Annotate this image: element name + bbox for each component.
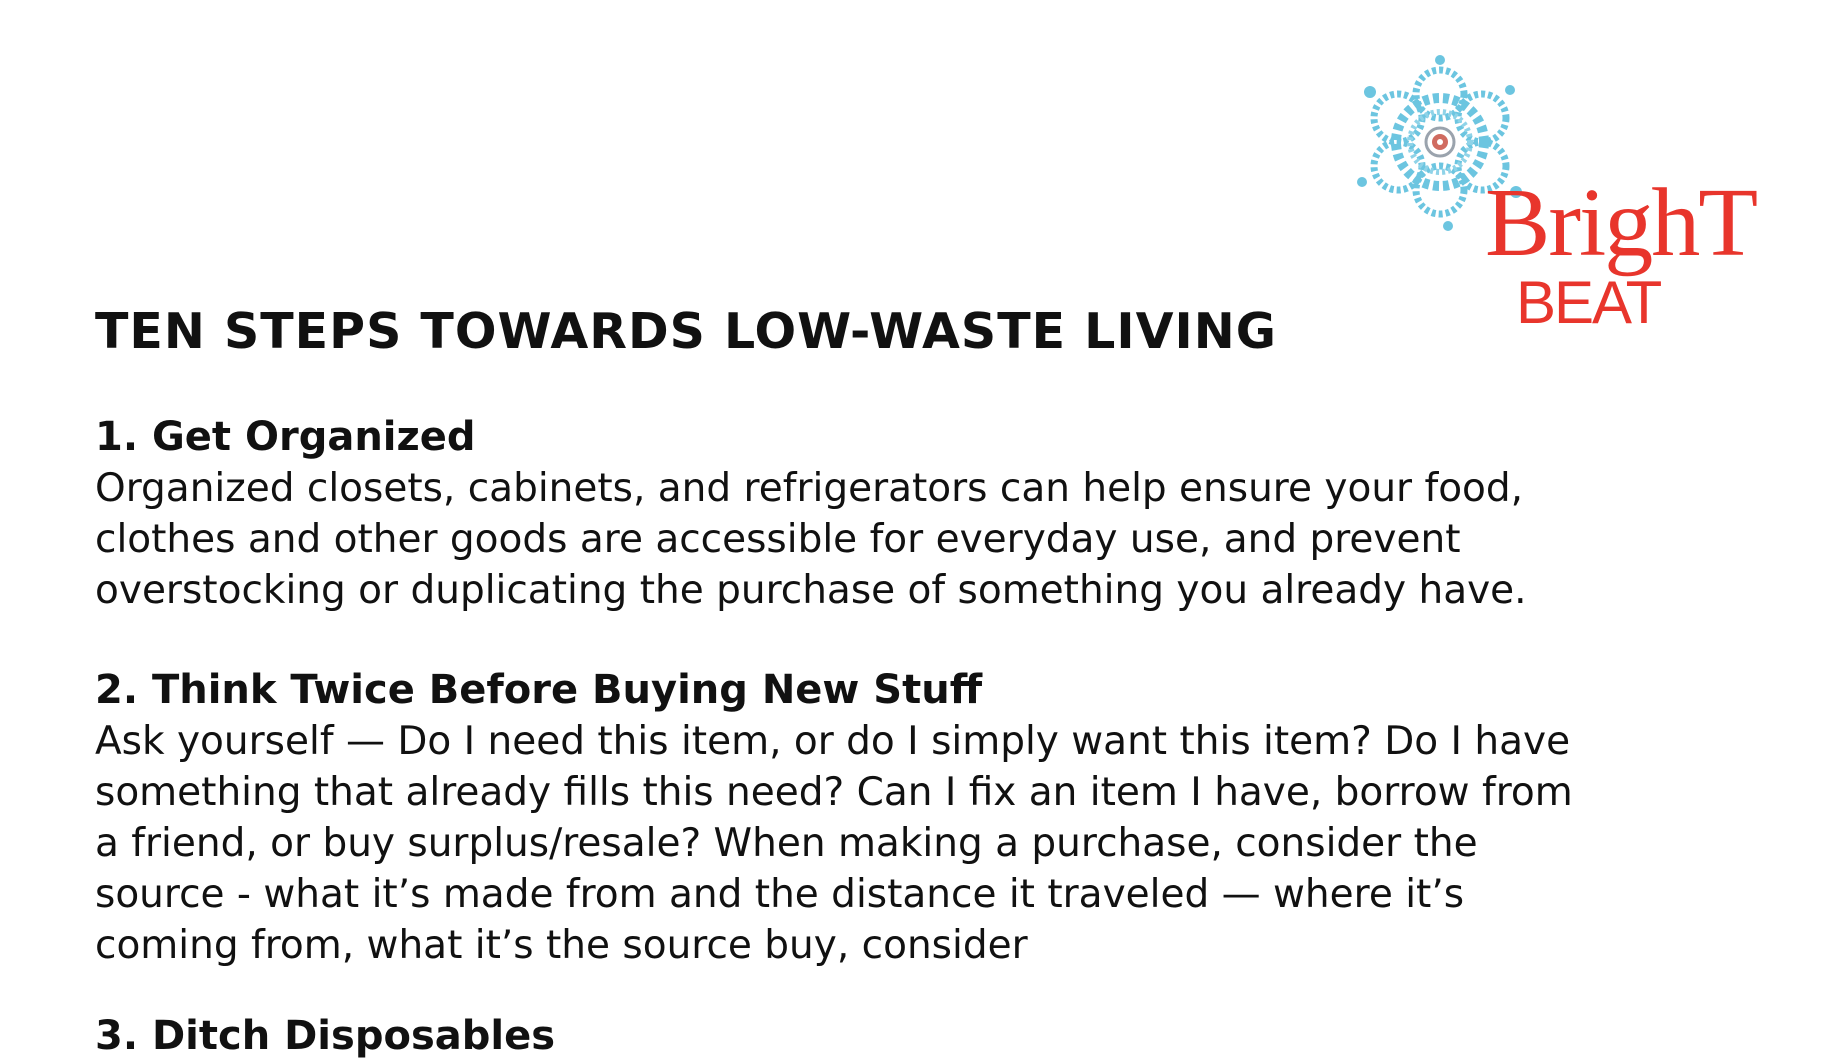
body-line: clothes and other goods are accessible for everyday use, and prevent: [95, 517, 1461, 562]
step-section: [95, 665, 1775, 971]
step-heading: 2. Think Twice Before Buying New Stuff: [95, 667, 983, 713]
step-section: [95, 1011, 1775, 1062]
body-line: source - what it’s made from and the distance it traveled — where it’s: [95, 872, 1465, 917]
body-line: Ask yourself — Do I need this item, or do I simply want this item? Do I have: [95, 719, 1571, 764]
step-body: [95, 463, 1775, 616]
step-heading: 3. Ditch Disposables: [95, 1013, 556, 1059]
body-line: overstocking or duplicating the purchase of something you already have.: [95, 568, 1527, 613]
mandala-flower-icon: [1360, 70, 1800, 340]
step-section: [95, 412, 1775, 616]
logo-text-beat: BEAT: [1516, 269, 1661, 336]
document-title: TEN STEPS TOWARDS LOW-WASTE LIVING: [95, 303, 1277, 360]
body-line: coming from, what it’s the source buy, consider: [95, 923, 1028, 968]
body-line: Organized closets, cabinets, and refrigerators can help ensure your food,: [95, 466, 1524, 511]
step-heading: 1. Get Organized: [95, 414, 476, 460]
body-line: a friend, or buy surplus/resale? When making a purchase, consider the: [95, 821, 1478, 866]
bright-beat-logo: [1360, 70, 1800, 340]
body-line: something that already fills this need? Can I fix an item I have, borrow from: [95, 770, 1573, 815]
logo-text-bright: BrighT: [1485, 169, 1757, 277]
step-body: [95, 716, 1775, 971]
